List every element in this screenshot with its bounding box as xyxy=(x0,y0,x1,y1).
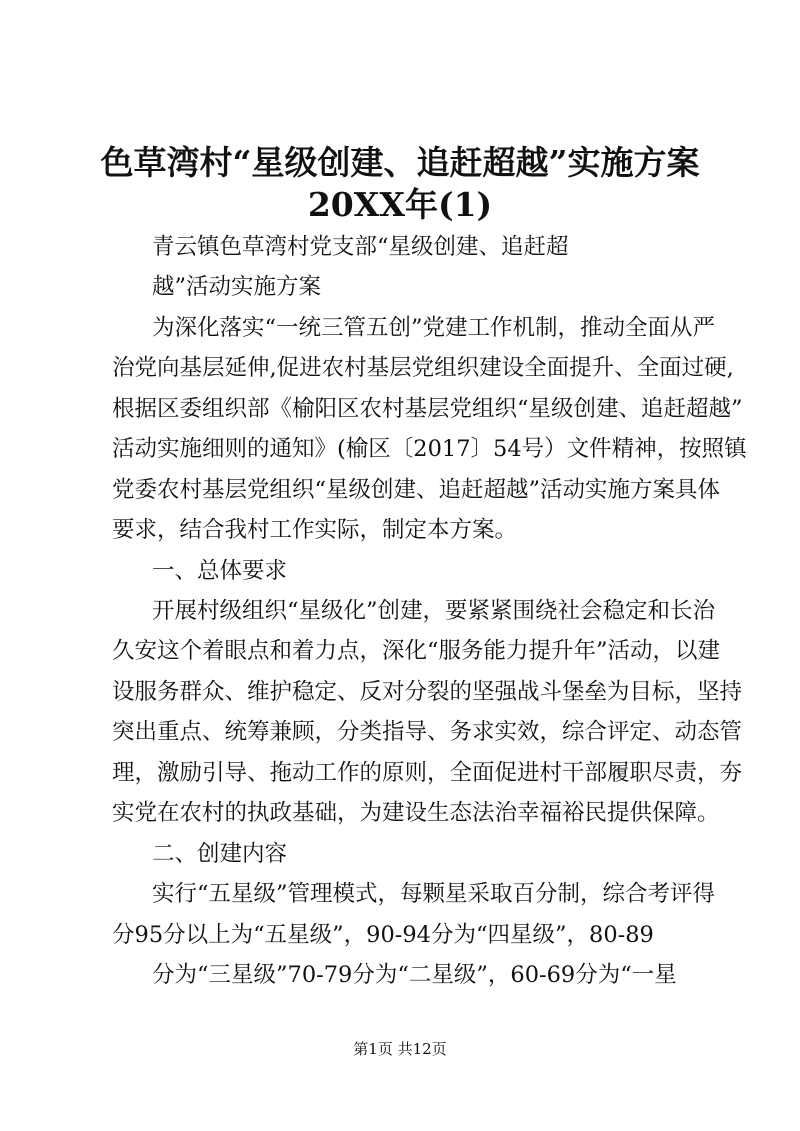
paragraph-line: 要求，结合我村工作实际，制定本方案。 xyxy=(112,517,518,543)
paragraph-line: 党委农村基层党组织“星级创建、追赶超越”活动实施方案具体 xyxy=(112,477,721,503)
paragraph-line: 开展村级组织“星级化”创建，要紧紧围绕社会稳定和长治 xyxy=(152,598,716,624)
paragraph-line: 为深化落实“一统三管五创”党建工作机制，推动全面从严 xyxy=(152,315,716,341)
paragraph-line: 根据区委组织部《榆阳区农村基层党组织“星级创建、追赶超越” xyxy=(112,396,743,422)
paragraph-line: 设服务群众、维护稳定、反对分裂的坚强战斗堡垒为目标，坚持 xyxy=(112,679,743,705)
paragraph-line: 实行“五星级”管理模式，每颗星采取百分制，综合考评得 xyxy=(152,881,716,907)
paragraph-line: 久安这个着眼点和着力点，深化“服务能力提升年”活动，以建 xyxy=(112,638,721,664)
paragraph-line: 治党向基层延伸,促进农村基层党组织建设全面提升、全面过硬, xyxy=(112,355,734,381)
document-title-line-2: 20XX年(1) xyxy=(307,185,493,224)
section-heading: 二、创建内容 xyxy=(152,841,288,867)
subtitle-line-1: 青云镇色草湾村党支部“星级创建、追赶超 xyxy=(152,234,569,260)
document-title-line-1: 色草湾村“星级创建、追赶超越”实施方案 xyxy=(100,143,700,182)
subtitle-line-2: 越”活动实施方案 xyxy=(152,274,322,300)
paragraph-line: 活动实施细则的通知》(榆区〔2017〕54号）文件精神，按照镇 xyxy=(112,436,747,462)
paragraph-line: 实党在农村的执政基础，为建设生态法治幸福裕民提供保障。 xyxy=(112,800,720,826)
paragraph-line: 分为“三星级”70-79分为“二星级”，60-69分为“一星 xyxy=(152,962,677,988)
paragraph-line: 突出重点、统筹兼顾，分类指导、务求实效，综合评定、动态管 xyxy=(112,719,743,745)
page-number-footer: 第1页 共12页 xyxy=(353,1040,447,1058)
section-heading: 一、总体要求 xyxy=(152,558,288,584)
paragraph-line: 理，激励引导、拖动工作的原则，全面促进村干部履职尽责，夯 xyxy=(112,760,743,786)
paragraph-line: 分95分以上为“五星级”，90-94分为“四星级”，80-89 xyxy=(112,922,654,948)
